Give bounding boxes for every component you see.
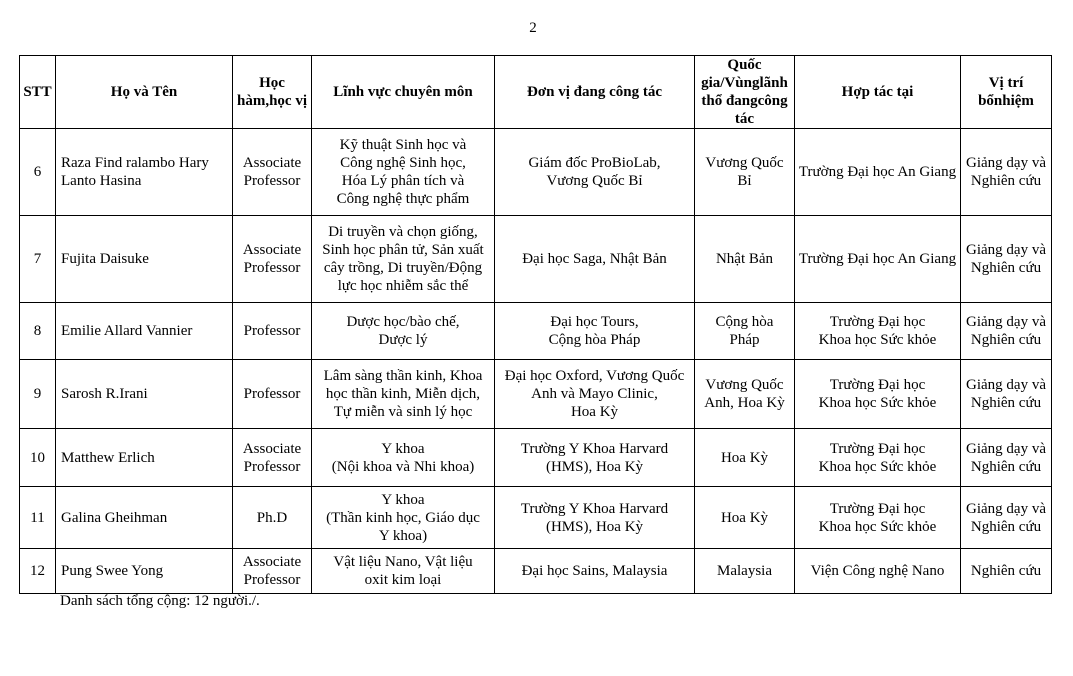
cell-title: Professor: [233, 303, 312, 360]
cell-cooperation: Viện Công nghệ Nano: [795, 549, 961, 594]
cell-unit: Trường Y Khoa Harvard (HMS), Hoa Kỳ: [495, 487, 695, 549]
cell-name: Sarosh R.Irani: [56, 360, 233, 429]
table-row: [20, 303, 1052, 360]
cell-field: Y khoa (Thần kinh học, Giáo dục Y khoa): [312, 487, 495, 549]
header-position: Vị trí bổnhiệm: [961, 56, 1052, 129]
cell-position: Giảng dạy và Nghiên cứu: [961, 216, 1052, 303]
cell-title: Professor: [233, 360, 312, 429]
page-number: 2: [529, 20, 537, 36]
header-title: Học hàm,học vị: [233, 56, 312, 129]
header-field: Lĩnh vực chuyên môn: [312, 56, 495, 129]
cell-stt: 7: [20, 216, 56, 303]
table-row: [20, 549, 1052, 594]
header-country: Quốc gia/Vùnglãnh thổ đangcông tác: [695, 56, 795, 129]
cell-stt: 10: [20, 429, 56, 487]
cell-position: Giảng dạy và Nghiên cứu: [961, 429, 1052, 487]
cell-cooperation: Trường Đại học Khoa học Sức khỏe: [795, 487, 961, 549]
cell-position: Nghiên cứu: [961, 549, 1052, 594]
cell-name: Fujita Daisuke: [56, 216, 233, 303]
table-body: [20, 129, 1052, 594]
cell-country: Hoa Kỳ: [695, 487, 795, 549]
header-row: [20, 56, 1052, 129]
cell-field: Vật liệu Nano, Vật liệu oxit kim loại: [312, 549, 495, 594]
cell-unit: Đại học Saga, Nhật Bản: [495, 216, 695, 303]
table-row: [20, 129, 1052, 216]
cell-name: Matthew Erlich: [56, 429, 233, 487]
cell-country: Vương Quốc Bỉ: [695, 129, 795, 216]
cell-position: Giảng dạy và Nghiên cứu: [961, 360, 1052, 429]
cell-unit: Đại học Tours, Cộng hòa Pháp: [495, 303, 695, 360]
cell-name: Galina Gheihman: [56, 487, 233, 549]
cell-position: Giảng dạy và Nghiên cứu: [961, 129, 1052, 216]
header-unit: Đơn vị đang công tác: [495, 56, 695, 129]
cell-title: Associate Professor: [233, 429, 312, 487]
cell-cooperation: Trường Đại học Khoa học Sức khỏe: [795, 429, 961, 487]
table-row: [20, 360, 1052, 429]
cell-position: Giảng dạy và Nghiên cứu: [961, 303, 1052, 360]
cell-cooperation: Trường Đại học An Giang: [795, 216, 961, 303]
cell-country: Vương Quốc Anh, Hoa Kỳ: [695, 360, 795, 429]
header-stt: STT: [20, 56, 56, 129]
cell-unit: Giám đốc ProBioLab, Vương Quốc Bỉ: [495, 129, 695, 216]
cell-name: Pung Swee Yong: [56, 549, 233, 594]
cell-stt: 8: [20, 303, 56, 360]
table-header: [20, 56, 1052, 129]
staff-table: [19, 55, 1052, 594]
total-note: Danh sách tổng cộng: 12 người./.: [60, 593, 260, 609]
cell-field: Y khoa (Nội khoa và Nhi khoa): [312, 429, 495, 487]
cell-stt: 12: [20, 549, 56, 594]
table-row: [20, 216, 1052, 303]
cell-field: Di truyền và chọn giống, Sinh học phân tử, Sản xuất cây trồng, Di truyền/Động lực học nhiễm sắc thể: [312, 216, 495, 303]
cell-unit: Trường Y Khoa Harvard (HMS), Hoa Kỳ: [495, 429, 695, 487]
cell-field: Lâm sàng thần kinh, Khoa học thần kinh, Miễn dịch, Tự miễn và sinh lý học: [312, 360, 495, 429]
cell-field: Dược học/bào chế, Dược lý: [312, 303, 495, 360]
cell-name: Emilie Allard Vannier: [56, 303, 233, 360]
cell-field: Kỹ thuật Sinh học và Công nghệ Sinh học, Hóa Lý phân tích và Công nghệ thực phẩm: [312, 129, 495, 216]
cell-title: Ph.D: [233, 487, 312, 549]
table-row: [20, 487, 1052, 549]
cell-country: Malaysia: [695, 549, 795, 594]
cell-cooperation: Trường Đại học Khoa học Sức khỏe: [795, 303, 961, 360]
cell-stt: 11: [20, 487, 56, 549]
cell-cooperation: Trường Đại học An Giang: [795, 129, 961, 216]
cell-unit: Đại học Oxford, Vương Quốc Anh và Mayo Clinic, Hoa Kỳ: [495, 360, 695, 429]
cell-title: Associate Professor: [233, 216, 312, 303]
table-row: [20, 429, 1052, 487]
cell-cooperation: Trường Đại học Khoa học Sức khỏe: [795, 360, 961, 429]
header-name: Họ và Tên: [56, 56, 233, 129]
cell-unit: Đại học Sains, Malaysia: [495, 549, 695, 594]
cell-stt: 9: [20, 360, 56, 429]
cell-name: Raza Find ralambo Hary Lanto Hasina: [56, 129, 233, 216]
header-cooperation: Hợp tác tại: [795, 56, 961, 129]
cell-country: Hoa Kỳ: [695, 429, 795, 487]
cell-position: Giảng dạy và Nghiên cứu: [961, 487, 1052, 549]
cell-country: Nhật Bản: [695, 216, 795, 303]
cell-title: Associate Professor: [233, 549, 312, 594]
cell-stt: 6: [20, 129, 56, 216]
cell-title: Associate Professor: [233, 129, 312, 216]
cell-country: Cộng hòa Pháp: [695, 303, 795, 360]
